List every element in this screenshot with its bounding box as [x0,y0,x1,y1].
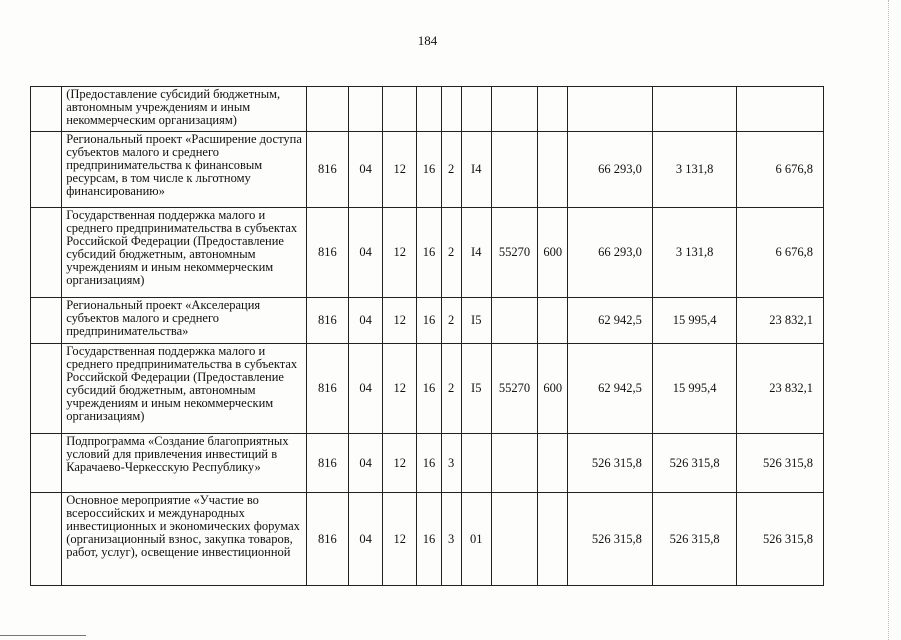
amount-year-1-cell: 62 942,5 [568,344,653,434]
amount-year-3-cell [737,87,824,132]
code-expense-type-cell: 600 [538,344,568,434]
table-row [31,87,824,132]
amount-year-3-cell: 526 315,8 [737,434,824,493]
row-number-cell [31,434,62,493]
code-event-cell: I5 [461,298,491,344]
code-pr-cell [383,87,417,132]
code-rz-cell: 04 [348,493,382,586]
code-program-cell [417,87,441,132]
code-direction-cell [491,298,537,344]
item-name-cell: Государственная поддержка малого и среднего предпринимательства в субъектах Российской Федерации (Предоставление субсидий бюджетным, автономным учреждениям и иным некоммерческим организациям) [62,208,307,298]
code-program-cell: 16 [417,344,441,434]
code-subprogram-cell: 3 [441,434,461,493]
code-event-cell [461,87,491,132]
amount-year-3-cell: 6 676,8 [737,208,824,298]
code-event-cell: I4 [461,208,491,298]
code-expense-type-cell [538,434,568,493]
item-name-cell: (Предоставление субсидий бюджетным, автономным учреждениям и иным некоммерческим организациям) [62,87,307,132]
code-ved-cell: 816 [306,132,348,208]
amount-year-2-cell: 3 131,8 [652,132,737,208]
row-number-cell [31,208,62,298]
code-pr-cell: 12 [383,208,417,298]
table-row [31,434,824,493]
code-pr-cell: 12 [383,493,417,586]
table-row [31,344,824,434]
item-name-cell: Основное мероприятие «Участие во всероссийских и международных инвестиционных и экономических форумах (организационный взнос, закупка товаров, работ, услуг), освещение инвестиционной [62,493,307,586]
code-event-cell: 01 [461,493,491,586]
code-ved-cell: 816 [306,493,348,586]
page-number: 184 [417,33,438,48]
code-direction-cell [491,434,537,493]
code-direction-cell [491,493,537,586]
code-expense-type-cell: 600 [538,208,568,298]
amount-year-1-cell: 526 315,8 [568,493,653,586]
code-rz-cell: 04 [348,132,382,208]
amount-year-3-cell: 6 676,8 [737,132,824,208]
amount-year-2-cell: 526 315,8 [652,493,737,586]
code-subprogram-cell: 2 [441,344,461,434]
row-number-cell [31,298,62,344]
row-number-cell [31,344,62,434]
amount-year-1-cell: 66 293,0 [568,208,653,298]
item-name-cell: Государственная поддержка малого и среднего предпринимательства в субъектах Российской Федерации (Предоставление субсидий бюджетным, автономным учреждениям и иным некоммерческим организациям) [62,344,307,434]
code-event-cell [461,434,491,493]
code-ved-cell [306,87,348,132]
amount-year-1-cell [568,87,653,132]
code-subprogram-cell: 2 [441,132,461,208]
code-ved-cell: 816 [306,434,348,493]
amount-year-2-cell [652,87,737,132]
amount-year-1-cell: 62 942,5 [568,298,653,344]
code-ved-cell: 816 [306,344,348,434]
table-row [31,298,824,344]
code-pr-cell: 12 [383,298,417,344]
amount-year-2-cell: 15 995,4 [652,344,737,434]
item-name-cell: Региональный проект «Расширение доступа субъектов малого и среднего предпринимательства к финансовым ресурсам, в том числе к льготному финансированию» [62,132,307,208]
amount-year-2-cell: 526 315,8 [652,434,737,493]
code-direction-cell [491,132,537,208]
code-program-cell: 16 [417,434,441,493]
scan-edge [887,0,889,640]
row-number-cell [31,132,62,208]
code-rz-cell: 04 [348,298,382,344]
code-program-cell: 16 [417,493,441,586]
code-direction-cell [491,87,537,132]
code-subprogram-cell: 2 [441,208,461,298]
amount-year-3-cell: 526 315,8 [737,493,824,586]
budget-table [30,86,824,586]
code-ved-cell: 816 [306,298,348,344]
code-subprogram-cell: 3 [441,493,461,586]
table-row [31,208,824,298]
code-pr-cell: 12 [383,344,417,434]
code-program-cell: 16 [417,132,441,208]
code-pr-cell: 12 [383,132,417,208]
code-event-cell: I4 [461,132,491,208]
code-rz-cell: 04 [348,208,382,298]
item-name-cell: Региональный проект «Акселерация субъектов малого и среднего предпринимательства» [62,298,307,344]
code-expense-type-cell [538,87,568,132]
amount-year-2-cell: 15 995,4 [652,298,737,344]
table-row [31,493,824,586]
amount-year-2-cell: 3 131,8 [652,208,737,298]
code-subprogram-cell [441,87,461,132]
amount-year-3-cell: 23 832,1 [737,298,824,344]
code-rz-cell: 04 [348,344,382,434]
code-rz-cell [348,87,382,132]
code-expense-type-cell [538,298,568,344]
code-program-cell: 16 [417,208,441,298]
scan-mark [0,635,86,636]
code-direction-cell: 55270 [491,208,537,298]
amount-year-1-cell: 526 315,8 [568,434,653,493]
table-row [31,132,824,208]
row-number-cell [31,493,62,586]
code-program-cell: 16 [417,298,441,344]
code-direction-cell: 55270 [491,344,537,434]
code-ved-cell: 816 [306,208,348,298]
code-expense-type-cell [538,132,568,208]
item-name-cell: Подпрограмма «Создание благоприятных условий для привлечения инвестиций в Карачаево-Черкесскую Республику» [62,434,307,493]
code-expense-type-cell [538,493,568,586]
code-event-cell: I5 [461,344,491,434]
code-pr-cell: 12 [383,434,417,493]
amount-year-3-cell: 23 832,1 [737,344,824,434]
code-rz-cell: 04 [348,434,382,493]
code-subprogram-cell: 2 [441,298,461,344]
amount-year-1-cell: 66 293,0 [568,132,653,208]
row-number-cell [31,87,62,132]
